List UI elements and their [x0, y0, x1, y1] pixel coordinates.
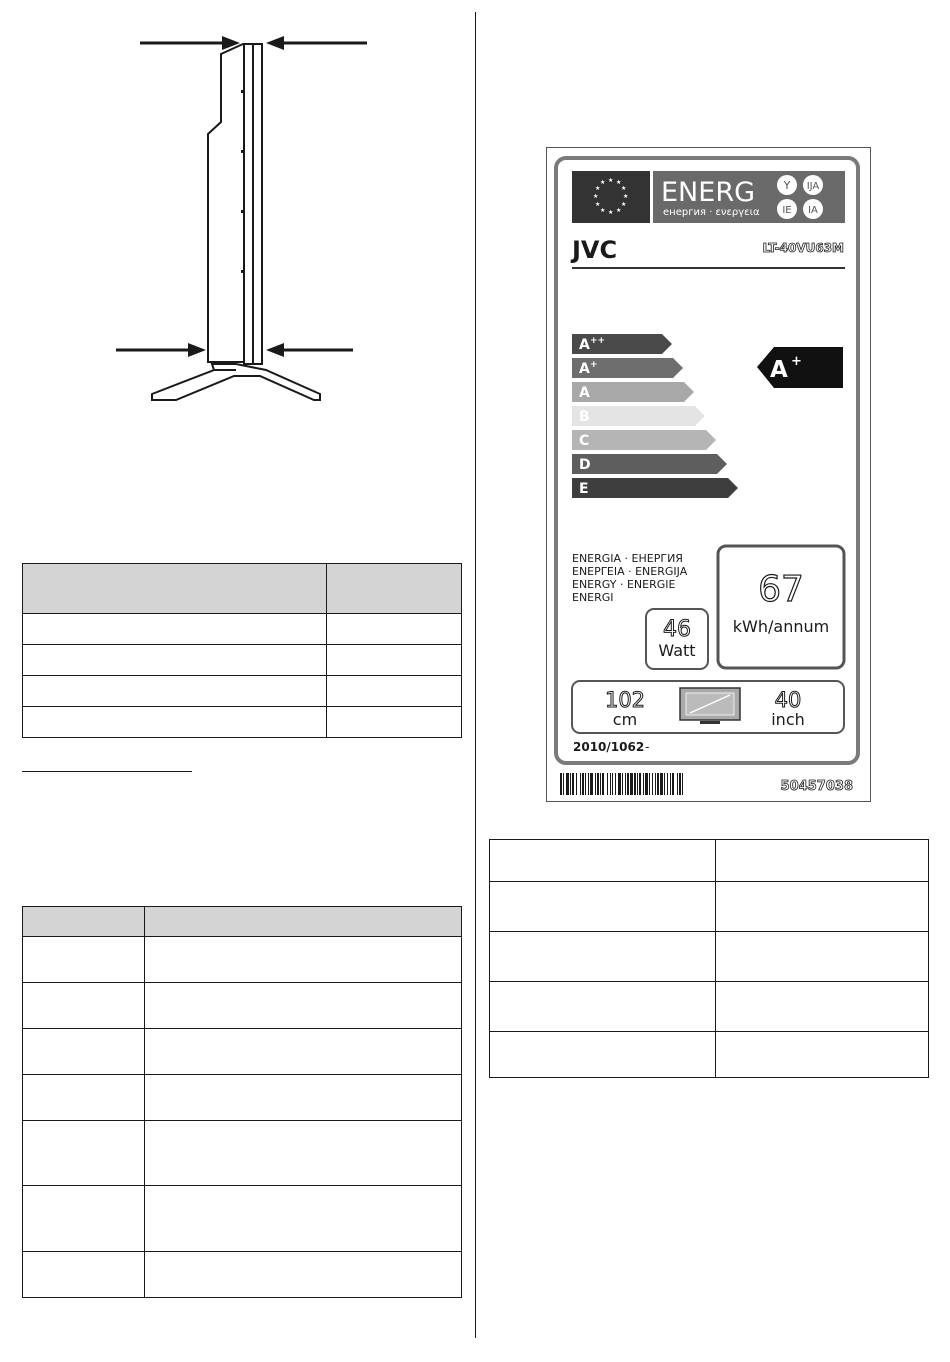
- svg-text:★: ★: [623, 193, 629, 200]
- lang-badge: IA: [808, 205, 818, 216]
- lang-badge: IE: [782, 205, 792, 216]
- barcode-bar: [607, 773, 608, 795]
- page-divider: [475, 12, 476, 1338]
- energia-line: ΕΝΕΡΓΕΙΑ · ENERGIJA: [572, 565, 688, 578]
- rating-letter: A: [770, 357, 788, 383]
- energy-label: [546, 147, 871, 802]
- brand-name: JVC: [572, 236, 618, 264]
- barcode-bar: [670, 773, 671, 795]
- energia-line: ENERGY · ENERGIE: [572, 578, 676, 591]
- svg-text:★: ★: [616, 207, 622, 214]
- barcode-bar: [566, 773, 569, 795]
- size-inch-value: 40: [774, 688, 802, 712]
- screen-diagonal-icon: [680, 688, 740, 724]
- class-arrow-5: [572, 430, 716, 450]
- class-letter: B: [579, 409, 590, 425]
- class-letter: E: [579, 481, 589, 497]
- svg-text:★: ★: [608, 177, 614, 184]
- class-arrow-3: [572, 382, 694, 402]
- class-letter: C: [579, 433, 590, 449]
- svg-text:★: ★: [621, 185, 627, 192]
- power-value: 46: [663, 617, 691, 642]
- energy-header-word: ENERG: [661, 177, 755, 208]
- svg-text:★: ★: [593, 193, 599, 200]
- barcode-bar: [639, 773, 641, 795]
- barcode-bar: [580, 773, 581, 795]
- barcode-bar: [657, 773, 659, 795]
- barcode-bar: [622, 773, 623, 795]
- spec-table-1: [22, 563, 462, 738]
- barcode-bar: [602, 773, 604, 795]
- lang-badge: Y: [783, 179, 791, 192]
- energy-header-sub: енергия · ενεργεια: [663, 207, 760, 218]
- svg-text:★: ★: [608, 209, 614, 216]
- barcode-bar: [667, 773, 668, 795]
- regulation-number: 2010/1062: [573, 740, 645, 754]
- barcode-bar: [625, 773, 626, 795]
- barcode-bar: [576, 773, 577, 795]
- lang-badge: IJA: [806, 181, 820, 192]
- barcode-bar: [637, 773, 638, 795]
- barcode-bar: [630, 773, 633, 795]
- barcode-bar: [570, 773, 571, 795]
- rating-sup: +: [791, 354, 802, 369]
- barcode-bar: [595, 773, 596, 795]
- class-arrow-4: [572, 406, 705, 426]
- svg-text:★: ★: [600, 207, 606, 214]
- barcode-bar: [618, 773, 621, 795]
- svg-text:★: ★: [595, 201, 601, 208]
- barcode-bar: [615, 773, 616, 795]
- barcode-bar: [677, 773, 678, 795]
- heading-underline: [22, 771, 192, 772]
- regulation-dash: -: [645, 740, 650, 754]
- class-letter: A: [579, 385, 590, 401]
- barcode-bar: [563, 773, 564, 795]
- barcode-number: 50457038: [780, 779, 853, 794]
- class-sup: +: [590, 360, 598, 370]
- svg-text:★: ★: [621, 201, 627, 208]
- annual-value: 67: [758, 569, 804, 610]
- class-letter: A: [579, 361, 590, 377]
- class-arrow-7: [572, 478, 738, 498]
- barcode-bar: [634, 773, 636, 795]
- model-number: LT-40VU63M: [762, 241, 844, 255]
- barcode-bar: [582, 773, 584, 795]
- size-inch-unit: inch: [771, 710, 805, 729]
- svg-text:★: ★: [600, 179, 606, 186]
- annual-unit: kWh/annum: [732, 617, 830, 636]
- barcode-bar: [682, 773, 683, 795]
- barcode-bar: [585, 773, 586, 795]
- barcode-bar: [643, 773, 644, 795]
- tv-side-view-diagram: [100, 30, 380, 410]
- spec-table-2: [22, 906, 462, 1298]
- barcode-bar: [655, 773, 656, 795]
- energia-line: ENERGI: [572, 591, 614, 604]
- size-cm-unit: cm: [612, 710, 638, 729]
- barcode-bar: [627, 773, 629, 795]
- barcode-bar: [664, 773, 665, 795]
- barcode-bar: [649, 773, 650, 795]
- svg-text:★: ★: [595, 185, 601, 192]
- barcode-bar: [588, 773, 589, 795]
- barcode-bar: [679, 773, 681, 795]
- tv-back-housing: [208, 44, 246, 362]
- barcode-bar: [600, 773, 601, 795]
- class-letter: D: [579, 457, 591, 473]
- barcode-bar: [612, 773, 613, 795]
- barcode-bar: [590, 773, 593, 795]
- barcode-bar: [572, 773, 574, 795]
- barcode-bar: [597, 773, 599, 795]
- size-cm-value: 102: [604, 688, 646, 712]
- energia-line: ENERGIA · ЕНЕРГИЯ: [572, 552, 683, 565]
- barcode-bar: [645, 773, 648, 795]
- spec-table-3: [489, 839, 929, 1078]
- class-arrow-6: [572, 454, 727, 474]
- svg-text:★: ★: [616, 179, 622, 186]
- class-sup: ++: [590, 336, 606, 346]
- barcode-bar: [660, 773, 663, 795]
- barcode-bar: [610, 773, 611, 795]
- barcode-bar: [560, 773, 562, 795]
- class-letter: A: [579, 337, 590, 353]
- barcode-bar: [672, 773, 674, 795]
- barcode-bar: [652, 773, 653, 795]
- power-unit: Watt: [658, 641, 696, 660]
